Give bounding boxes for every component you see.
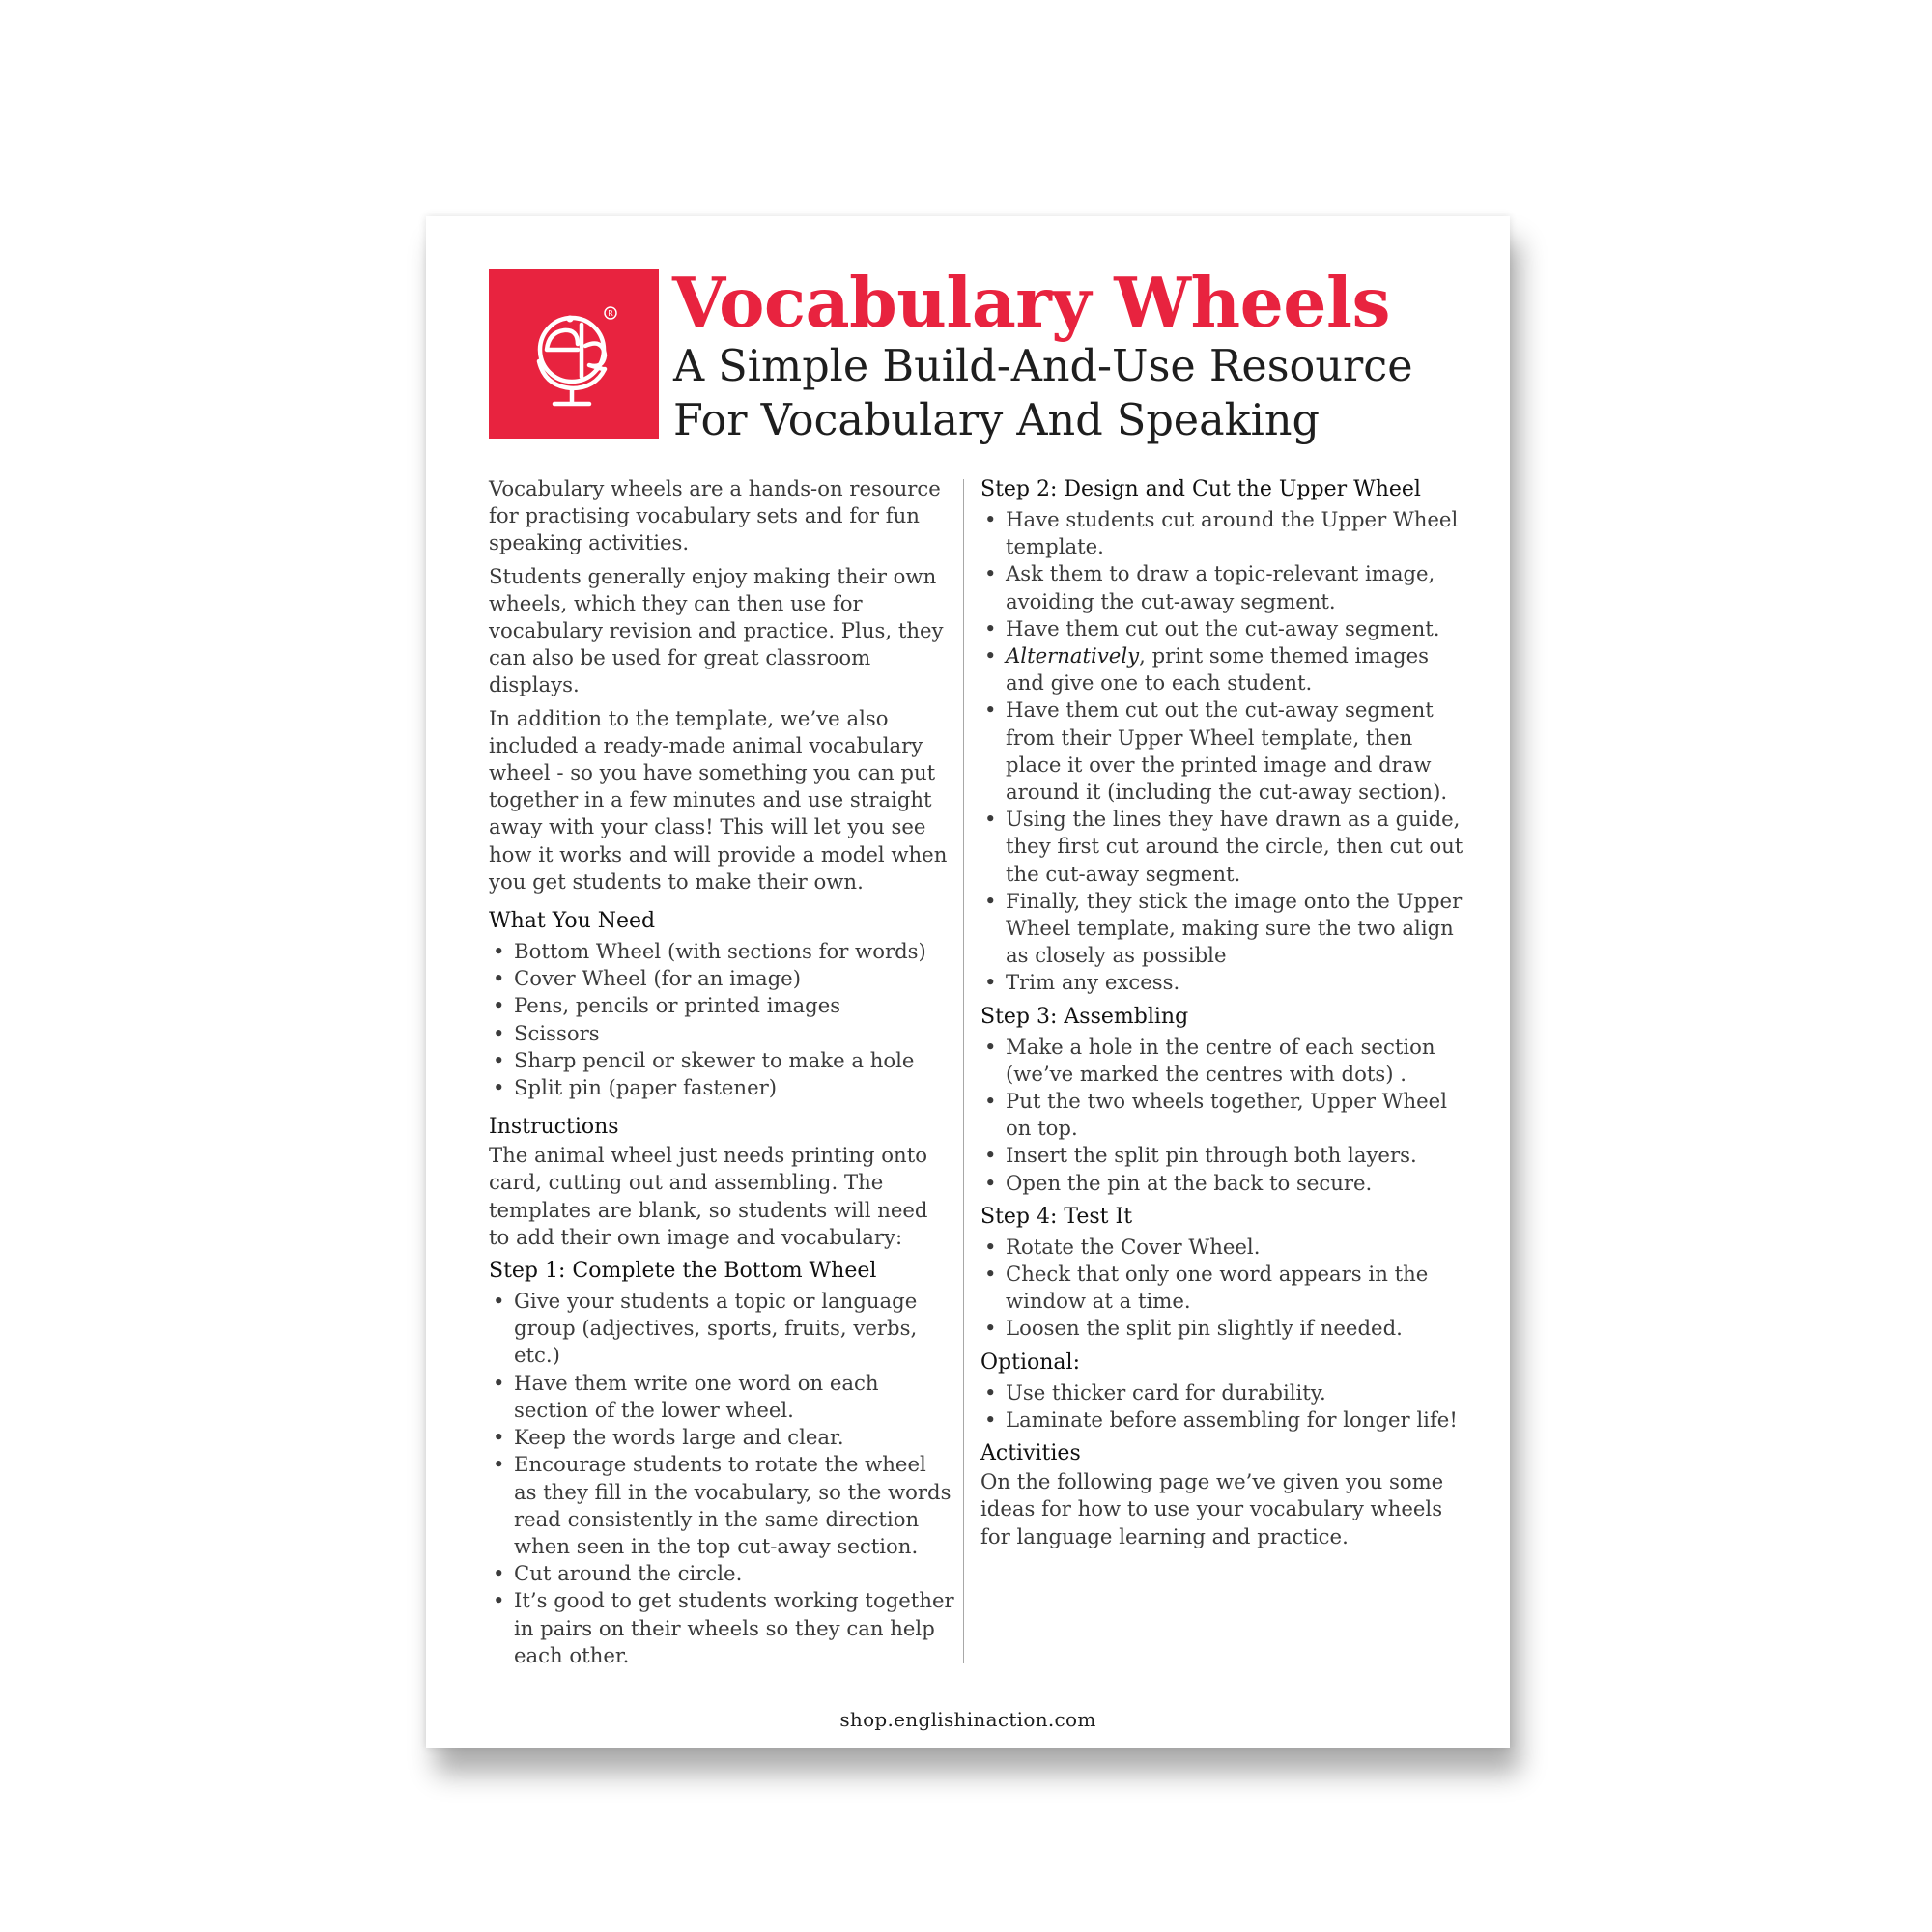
column-divider xyxy=(963,479,964,1663)
list-item: • Cut around the circle. xyxy=(489,1560,954,1587)
step2-list xyxy=(980,506,1463,997)
list-item: • Scissors xyxy=(489,1020,954,1047)
step4-list xyxy=(980,1234,1463,1343)
page-title: Vocabulary Wheels xyxy=(672,262,1390,343)
right-column xyxy=(980,475,1463,1556)
eia-globe-logo-icon xyxy=(489,269,659,439)
list-item: • Make a hole in the centre of each section (we’ve marked the centres with dots) . xyxy=(980,1034,1463,1088)
list-item: • Laminate before assembling for longer life! xyxy=(980,1406,1463,1434)
footer-url[interactable]: shop.englishinaction.com xyxy=(839,1708,1096,1731)
list-item: • Ask them to draw a topic-relevant image, avoiding the cut-away segment. xyxy=(980,560,1463,614)
list-item: • Give your students a topic or language group (adjectives, sports, fruits, verbs, etc.) xyxy=(489,1288,954,1370)
list-item: • Split pin (paper fastener) xyxy=(489,1074,954,1101)
list-item: • It’s good to get students working together in pairs on their wheels so they can help each other. xyxy=(489,1587,954,1669)
list-item: • Loosen the split pin slightly if needed. xyxy=(980,1315,1463,1342)
section-heading-activities: Activities xyxy=(980,1441,1081,1466)
list-item: • Insert the split pin through both layers. xyxy=(980,1142,1463,1169)
left-column xyxy=(489,475,954,1675)
list-item: • Use thicker card for durability. xyxy=(980,1379,1463,1406)
section-heading-what-you-need: What You Need xyxy=(489,909,656,934)
section-heading-step3: Step 3: Assembling xyxy=(980,1004,1189,1029)
section-heading-step4: Step 4: Test It xyxy=(980,1204,1133,1229)
subtitle-line: For Vocabulary And Speaking xyxy=(673,396,1321,445)
step3-list xyxy=(980,1034,1463,1197)
list-item: • Using the lines they have drawn as a guide, they first cut around the circle, then cut out the cut-away segment. xyxy=(980,806,1463,888)
list-item: • Finally, they stick the image onto the Upper Wheel template, making sure the two align as closely as possible xyxy=(980,888,1463,970)
intro-paragraph: In addition to the template, we’ve also included a ready-made animal vocabulary wheel - so you have something you can put together in a few minutes and use straight away with your class! This will let you see how it works and will provide a model when you get students to make their own. xyxy=(489,705,948,894)
list-item: • Have students cut around the Upper Wheel template. xyxy=(980,506,1463,560)
optional-list xyxy=(980,1379,1463,1434)
list-item: • Trim any excess. xyxy=(980,969,1463,996)
list-item: • Sharp pencil or skewer to make a hole xyxy=(489,1047,954,1074)
list-item: • Open the pin at the back to secure. xyxy=(980,1170,1463,1197)
list-item: • Rotate the Cover Wheel. xyxy=(980,1234,1463,1261)
section-heading-instructions: Instructions xyxy=(489,1115,619,1140)
list-item: • Bottom Wheel (with sections for words) xyxy=(489,938,954,965)
list-item xyxy=(980,642,1463,696)
list-item: • Put the two wheels together, Upper Wheel on top. xyxy=(980,1088,1463,1142)
emphasis-text: Alternatively xyxy=(1006,643,1140,668)
list-item: • Check that only one word appears in the window at a time. xyxy=(980,1261,1463,1315)
what-you-need-list xyxy=(489,938,954,1101)
activities-paragraph: On the following page we’ve given you some ideas for how to use your vocabulary wheels for language learning and practice. xyxy=(980,1469,1444,1548)
section-heading-step1: Step 1: Complete the Bottom Wheel xyxy=(489,1259,877,1284)
instructions-paragraph: The animal wheel just needs printing onto card, cutting out and assembling. The templates are blank, so students will need to add their own image and vocabulary: xyxy=(489,1143,928,1249)
subtitle-line: A Simple Build-And-Use Resource xyxy=(673,342,1413,391)
intro-paragraph: Students generally enjoy making their own wheels, which they can then use for vocabulary revision and practice. Plus, they can also be used for great classroom displays. xyxy=(489,563,944,697)
list-item-text: , print some themed images and give one to each student. xyxy=(1006,643,1430,696)
list-item: • Cover Wheel (for an image) xyxy=(489,965,954,992)
section-heading-optional: Optional: xyxy=(980,1350,1080,1375)
document-page xyxy=(426,216,1510,1748)
section-heading-step2: Step 2: Design and Cut the Upper Wheel xyxy=(980,477,1421,501)
list-item: • Have them write one word on each section of the lower wheel. xyxy=(489,1370,954,1424)
svg-text:R: R xyxy=(608,309,613,318)
list-item: • Encourage students to rotate the wheel as they fill in the vocabulary, so the words read consistently in the same direction when seen in the top cut-away section. xyxy=(489,1451,954,1560)
intro-paragraph: Vocabulary wheels are a hands-on resource for practising vocabulary sets and for fun speaking activities. xyxy=(489,476,941,555)
list-item: • Keep the words large and clear. xyxy=(489,1424,954,1451)
list-item: • Pens, pencils or printed images xyxy=(489,992,954,1019)
page-subtitle xyxy=(673,340,1485,448)
list-item: • Have them cut out the cut-away segment from their Upper Wheel template, then place it over the printed image and draw around it (including the cut-away section). xyxy=(980,696,1463,806)
step1-list xyxy=(489,1288,954,1669)
list-item: • Have them cut out the cut-away segment. xyxy=(980,615,1463,642)
